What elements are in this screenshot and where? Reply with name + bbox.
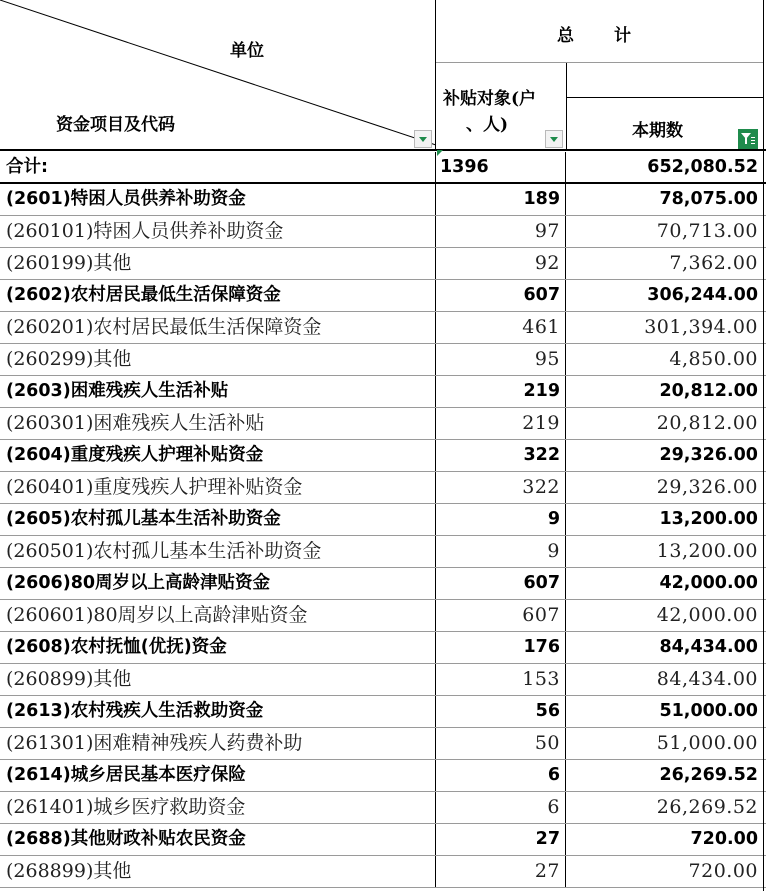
amount-cell[interactable]: 13,200.00: [659, 509, 758, 529]
table-row[interactable]: [0, 184, 766, 216]
unit-label: 单位: [230, 41, 264, 61]
item-name-cell[interactable]: (260201)农村居民最低生活保障资金: [0, 312, 436, 343]
table-row[interactable]: [0, 696, 766, 728]
amount-cell[interactable]: 84,434.00: [659, 637, 758, 657]
amount-cell[interactable]: 42,000.00: [659, 573, 758, 593]
count-cell[interactable]: 322: [436, 440, 566, 471]
table-row[interactable]: [0, 280, 766, 312]
item-name-cell[interactable]: (260601)80周岁以上高龄津贴资金: [0, 600, 436, 631]
amount-label: 本期数: [632, 121, 683, 141]
item-name-cell[interactable]: (260101)特困人员供养补助资金: [0, 216, 436, 247]
count-cell[interactable]: 9: [436, 504, 566, 535]
table-row[interactable]: [0, 504, 766, 536]
total-row[interactable]: [0, 152, 766, 184]
table-row[interactable]: [0, 536, 766, 568]
item-name-cell[interactable]: (260401)重度残疾人护理补贴资金: [0, 472, 436, 503]
table-row[interactable]: [0, 248, 766, 280]
count-cell[interactable]: 322: [436, 472, 566, 503]
count-cell[interactable]: 153: [436, 664, 566, 695]
table-row[interactable]: [0, 440, 766, 472]
table-header: [0, 0, 766, 150]
filter-dropdown-icon[interactable]: [545, 130, 563, 148]
item-name-cell[interactable]: (2688)其他财政补贴农民资金: [0, 824, 436, 855]
amount-cell[interactable]: 4,850.00: [669, 348, 758, 370]
count-cell[interactable]: 607: [436, 568, 566, 599]
table-row[interactable]: [0, 216, 766, 248]
count-cell[interactable]: 461: [436, 312, 566, 343]
item-name-cell[interactable]: (2614)城乡居民基本医疗保险: [0, 760, 436, 791]
table-row[interactable]: [0, 344, 766, 376]
header-divider: [566, 97, 764, 98]
item-name-cell[interactable]: 合计:: [0, 152, 436, 183]
item-name-cell[interactable]: (260199)其他: [0, 248, 436, 279]
filter-active-icon[interactable]: [738, 129, 758, 149]
item-label: 资金项目及代码: [56, 115, 175, 135]
item-name-cell[interactable]: (260501)农村孤儿基本生活补助资金: [0, 536, 436, 567]
count-cell[interactable]: 176: [436, 632, 566, 663]
count-cell[interactable]: 6: [436, 792, 566, 823]
count-cell[interactable]: 97: [436, 216, 566, 247]
count-cell[interactable]: 50: [436, 728, 566, 759]
item-name-cell[interactable]: (260899)其他: [0, 664, 436, 695]
amount-cell[interactable]: 20,812.00: [656, 412, 758, 434]
table-row[interactable]: [0, 632, 766, 664]
amount-cell[interactable]: 720.00: [688, 860, 758, 882]
amount-cell[interactable]: 20,812.00: [659, 381, 758, 401]
amount-cell[interactable]: 26,269.52: [656, 796, 758, 818]
amount-cell[interactable]: 7,362.00: [669, 252, 758, 274]
count-cell[interactable]: 219: [436, 408, 566, 439]
amount-cell[interactable]: 29,326.00: [656, 476, 758, 498]
count-cell[interactable]: 1396: [436, 152, 566, 183]
amount-cell[interactable]: 306,244.00: [647, 285, 758, 305]
item-name-cell[interactable]: (2602)农村居民最低生活保障资金: [0, 280, 436, 311]
item-name-cell[interactable]: (2605)农村孤儿基本生活补助资金: [0, 504, 436, 535]
item-name-cell[interactable]: (2606)80周岁以上高龄津贴资金: [0, 568, 436, 599]
amount-cell[interactable]: 652,080.52: [647, 157, 758, 177]
item-name-cell[interactable]: (261401)城乡医疗救助资金: [0, 792, 436, 823]
item-name-cell[interactable]: (2601)特困人员供养补助资金: [0, 184, 436, 215]
count-label-line2: 、人): [466, 115, 509, 135]
amount-cell[interactable]: 70,713.00: [656, 220, 758, 242]
item-name-cell[interactable]: (260301)困难残疾人生活补贴: [0, 408, 436, 439]
table-row[interactable]: [0, 856, 766, 888]
count-cell[interactable]: 9: [436, 536, 566, 567]
amount-cell[interactable]: 720.00: [690, 829, 758, 849]
amount-cell[interactable]: 51,000.00: [656, 732, 758, 754]
count-cell[interactable]: 189: [436, 184, 566, 215]
header-divider: [435, 0, 436, 150]
header-divider: [566, 62, 567, 150]
header-divider: [436, 62, 764, 63]
table-row[interactable]: [0, 792, 766, 824]
table-row[interactable]: [0, 600, 766, 632]
count-cell[interactable]: 607: [436, 280, 566, 311]
count-cell[interactable]: 95: [436, 344, 566, 375]
count-cell[interactable]: 92: [436, 248, 566, 279]
filter-dropdown-icon[interactable]: [414, 130, 432, 148]
table-row[interactable]: [0, 824, 766, 856]
item-name-cell[interactable]: (2603)困难残疾人生活补贴: [0, 376, 436, 407]
table-right-border: [763, 0, 764, 891]
table-row[interactable]: [0, 312, 766, 344]
table-row[interactable]: [0, 408, 766, 440]
item-name-cell[interactable]: (261301)困难精神残疾人药费补助: [0, 728, 436, 759]
amount-cell[interactable]: 26,269.52: [659, 765, 758, 785]
count-cell[interactable]: 27: [436, 824, 566, 855]
table-row[interactable]: [0, 760, 766, 792]
table-row[interactable]: [0, 664, 766, 696]
count-label: 补贴对象(户: [443, 89, 537, 109]
table-row[interactable]: [0, 376, 766, 408]
count-cell[interactable]: 607: [436, 600, 566, 631]
header-bottom-border: [0, 149, 766, 151]
amount-cell[interactable]: 29,326.00: [659, 445, 758, 465]
item-name-cell[interactable]: (260299)其他: [0, 344, 436, 375]
count-cell[interactable]: 219: [436, 376, 566, 407]
amount-cell[interactable]: 42,000.00: [656, 604, 758, 626]
table-row[interactable]: [0, 728, 766, 760]
amount-cell[interactable]: 51,000.00: [659, 701, 758, 721]
count-cell[interactable]: 56: [436, 696, 566, 727]
amount-cell[interactable]: 301,394.00: [644, 316, 758, 338]
item-name-cell[interactable]: (268899)其他: [0, 856, 436, 887]
total-label: 总 计: [557, 26, 633, 46]
amount-cell[interactable]: 78,075.00: [659, 189, 758, 209]
item-name-cell[interactable]: (2604)重度残疾人护理补贴资金: [0, 440, 436, 471]
count-cell[interactable]: 27: [436, 856, 566, 887]
count-cell[interactable]: 6: [436, 760, 566, 791]
table-row[interactable]: [0, 472, 766, 504]
amount-cell[interactable]: 13,200.00: [656, 540, 758, 562]
table-body: [0, 152, 766, 888]
table-row[interactable]: [0, 568, 766, 600]
item-name-cell[interactable]: (2608)农村抚恤(优抚)资金: [0, 632, 436, 663]
item-name-cell[interactable]: (2613)农村残疾人生活救助资金: [0, 696, 436, 727]
amount-cell[interactable]: 84,434.00: [656, 668, 758, 690]
